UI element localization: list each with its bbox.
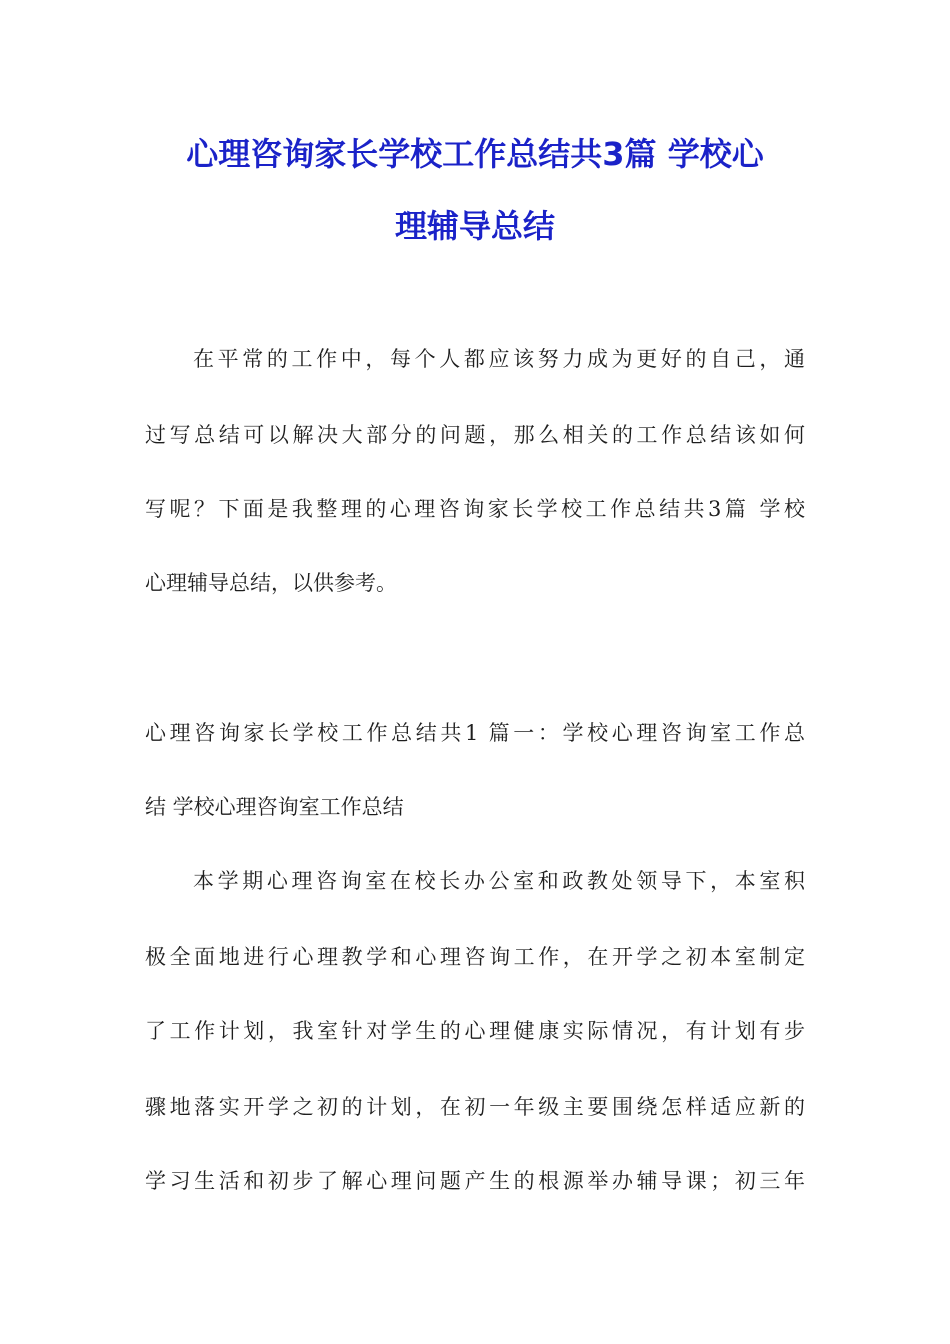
body-paragraph-line-1: 本学期心理咨询室在校长办公室和政教处领导下，本室积 bbox=[193, 869, 805, 893]
body-paragraph-line-2: 极全面地进行心理教学和心理咨询工作，在开学之初本室制定 bbox=[145, 945, 805, 969]
document-title-line-1: 心理咨询家长学校工作总结共3篇 学校心 bbox=[186, 135, 764, 173]
body-paragraph-line-3: 了工作计划，我室针对学生的心理健康实际情况，有计划有步 bbox=[145, 1019, 805, 1043]
section-heading-line-1: 心理咨询家长学校工作总结共1 篇一：学校心理咨询室工作总 bbox=[145, 721, 805, 745]
intro-paragraph-line-2: 过写总结可以解决大部分的问题，那么相关的工作总结该如何 bbox=[145, 423, 805, 447]
intro-paragraph-line-1: 在平常的工作中，每个人都应该努力成为更好的自己，通 bbox=[193, 347, 805, 371]
section-heading-line-2: 结 学校心理咨询室工作总结 bbox=[145, 795, 404, 819]
body-paragraph-line-4: 骤地落实开学之初的计划，在初一年级主要围绕怎样适应新的 bbox=[145, 1095, 805, 1119]
body-paragraph-line-5: 学习生活和初步了解心理问题产生的根源举办辅导课；初三年 bbox=[145, 1169, 805, 1193]
intro-paragraph-line-3: 写呢？下面是我整理的心理咨询家长学校工作总结共3篇 学校 bbox=[145, 497, 805, 521]
intro-paragraph-line-4: 心理辅导总结，以供参考。 bbox=[145, 571, 397, 595]
document-title-line-2: 理辅导总结 bbox=[394, 207, 555, 245]
